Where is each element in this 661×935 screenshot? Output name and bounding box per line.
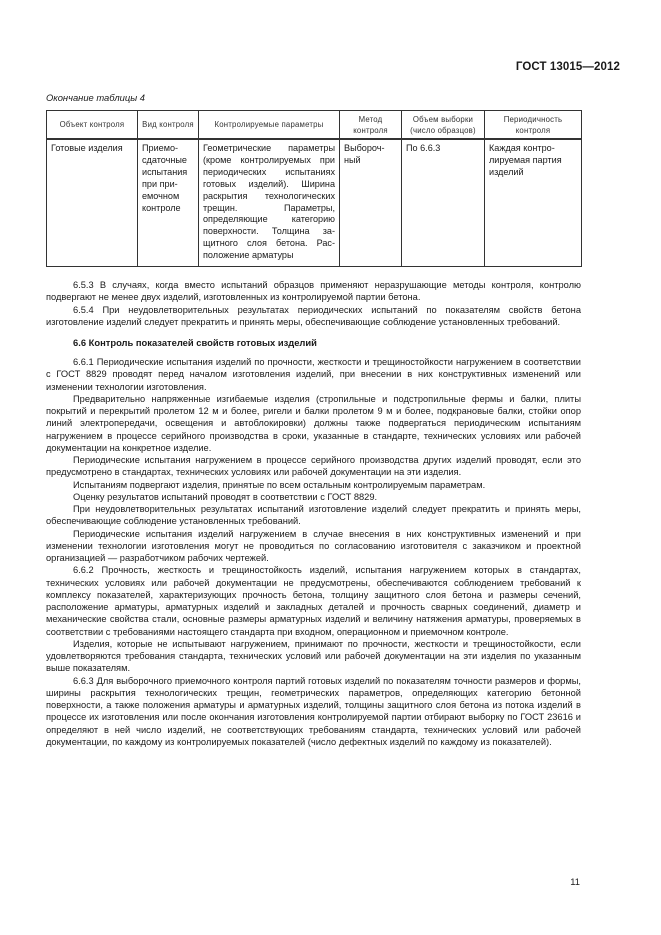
cell-sample-size: По 6.6.3 [402, 139, 485, 267]
col-header-method: Метод контроля [340, 111, 402, 140]
col-header-parameters: Контролируемые параметры [199, 111, 340, 140]
standard-designation: ГОСТ 13015—2012 [515, 61, 620, 73]
col-header-object: Объект контроля [47, 111, 138, 140]
cell-parameters: Геометрические параметры (кроме контролируемых при периодических испытаниях готовых изделий). Ширина раскрытия технологических трещин. Параметры, определяющие категорию поверхности. Толщина защитного слоя бетона. Расположение арматуры [199, 139, 340, 267]
col-header-sample-size: Объем выборки (число образцов) [402, 111, 485, 140]
document-body [46, 279, 581, 748]
paragraph-6-5-3: 6.5.3 В случаях, когда вместо испытаний образцов применяют неразрушающие методы контроля, контролю подвергают не менее двух изделий, изготовленных из контролируемой партии бетона. [46, 280, 581, 303]
col-header-periodicity: Периодичность контроля [485, 111, 582, 140]
paragraph-not-tested: Изделия, которые не испытывают нагружением, принимают по прочности, жесткости и трещиностойкости, если удовлетворяются требования стандарта, технических условий или рабочей документации на эти изделия по указанным выше показателям. [46, 638, 581, 674]
paragraph-accepted: Испытаниям подвергают изделия, принятые по всем остальным контролируемым параметрам. [73, 479, 486, 490]
paragraph-prestressed: Предварительно напряженные изгибаемые изделия (стропильные и подстропильные фермы и балки, плиты покрытий и перекрытий пролетом 12 м и более, ригели и балки пролетом 9 м и более, подкрановые балки, стойки опор линий электропередачи, освещения и автоблокировки) должны также подвергаться периодическим испытаниям нагружением в процессе серийного производства в сроки, указанные в стандарте, технических условиях или рабочей документации на конкретное изделие. [46, 393, 581, 453]
control-table [46, 110, 582, 267]
cell-type: Приемосдаточные испытания при приемочном контроле [138, 139, 199, 267]
paragraph-6-6-2: 6.6.2 Прочность, жесткость и трещиностойкость изделий, испытания нагружением которых в стандартах, технических условиях или рабочей документации не предусмотрены, обеспечиваются соблюдением требований к комплексу показателей, характеризующих прочность бетона, толщину защитного слоя бетона и размеры сечений, расположение арматуры, арматурных изделий и закладных деталей и прочность сварных соединений, диаметр и механические свойства стали, основные размеры арматурных изделий и величину натяжения арматуры, проверяемых в соответствии с требованиями настоящего стандарта при входном, операционном и приемочном контроле. [46, 565, 581, 637]
cell-method: Выборочный [340, 139, 402, 267]
cell-periodicity: Каждая контролируемая партия изделий [485, 139, 582, 267]
paragraph-unsatisfactory: При неудовлетворительных результатах испытаний изготовление изделий следует прекратить и принять меры, обеспечивающие соблюдение установленных требований. [46, 504, 581, 527]
paragraph-assessment: Оценку результатов испытаний проводят в соответствии с ГОСТ 8829. [73, 491, 378, 502]
paragraph-6-6-1: 6.6.1 Периодические испытания изделий по прочности, жесткости и трещиностойкости нагружением в соответствии с ГОСТ 8829 проводят перед началом изготовления изделий, при внесении в них конструктивных изменений или изменении технологии изготовления. [46, 357, 581, 392]
table-row [47, 139, 582, 267]
cell-object: Готовые изделия [47, 139, 138, 267]
paragraph-changes: Периодические испытания изделий нагружением в случае внесения в них конструктивных изменений и при изменении технологии изготовления могут не проводиться по согласованию изготовителя с заказчиком и проектной организацией — разработчиком рабочих чертежей. [46, 528, 581, 563]
paragraph-6-5-4: 6.5.4 При неудовлетворительных результатах периодических испытаний по показателям свойств бетона изготовление изделий следует прекратить и принять меры, обеспечивающие соблюдение установленных требований. [46, 304, 581, 327]
table-caption: Окончание таблицы 4 [46, 92, 145, 103]
paragraph-6-6-3: 6.6.3 Для выборочного приемочного контроля партий готовых изделий по показателям точности размеров и формы, ширины раскрытия технологических трещин, геометрических параметров, определяющих категорию бетонной поверхности, а также положения арматуры и арматурных изделий, толщины защитного слоя бетона из потока изделий в процессе их изготовления или после окончания изготовления контролируемой партии отбирают выборку по ГОСТ 23616 и определяют в ней число изделий, не соответствующих требованиям стандарта, технических условий или рабочей документации, по каждому из контролируемых показателей (число дефектных изделий по каждому из показателей). [46, 675, 581, 747]
page-number: 11 [570, 876, 580, 887]
paragraph-serial: Периодические испытания нагружением в процессе серийного производства других изделий проводят, если это предусмотрено в стандартах, технических условиях или рабочей документации на эти изделия. [46, 455, 581, 478]
table-header-row [47, 111, 582, 140]
section-heading-6-6: 6.6 Контроль показателей свойств готовых изделий [73, 337, 317, 348]
col-header-type: Вид контроля [138, 111, 199, 140]
